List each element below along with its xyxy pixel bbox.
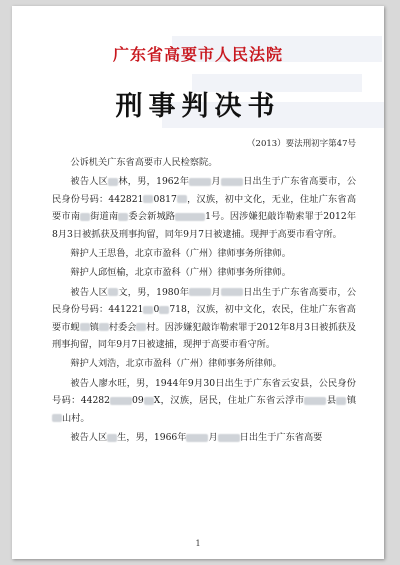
text-segment: 文，男，1980年 bbox=[118, 286, 190, 298]
text-segment: 委会新城路 bbox=[128, 211, 176, 223]
redaction-mark bbox=[159, 306, 169, 314]
text-segment: 县 bbox=[326, 395, 337, 407]
text-segment: 1号。因涉嫌犯敲诈勒索罪于2012年8月3日被抓获及刑事拘留，同年9月7日被逮捕。现押于高要市看守所。 bbox=[52, 211, 357, 240]
text-segment: 718，汉族，初中文化，农民，住址广东省高要市蚬 bbox=[52, 304, 356, 333]
document-type-title: 刑事判决书 bbox=[115, 91, 281, 122]
redaction-mark bbox=[186, 434, 208, 442]
text-segment: 村。因涉嫌犯敲诈勒索罪于2012年8月3日被抓获及刑事拘留，同年9月7日被逮捕，现押于高要市看守所。 bbox=[52, 321, 357, 351]
redaction-mark bbox=[221, 288, 243, 296]
redaction-mark bbox=[108, 178, 118, 186]
redaction-mark bbox=[144, 397, 154, 405]
text-segment: 月 bbox=[211, 176, 221, 188]
document-body bbox=[52, 154, 356, 447]
defender-3-line: 辩护人刘浩，北京市盈科（广州）律师事务所律师。 bbox=[70, 358, 282, 370]
redaction-mark bbox=[175, 213, 205, 221]
text-segment: 0 bbox=[153, 304, 160, 316]
defendant-3-paragraph bbox=[52, 375, 356, 427]
text-segment: 月 bbox=[211, 286, 221, 298]
text-segment: 街道南 bbox=[90, 211, 119, 223]
text-segment: 被告人区 bbox=[70, 432, 108, 444]
redaction-mark bbox=[118, 213, 128, 221]
redaction-mark bbox=[221, 178, 243, 186]
redaction-mark bbox=[110, 397, 132, 405]
defendant-1-paragraph bbox=[52, 173, 356, 243]
redaction-mark bbox=[143, 195, 153, 203]
redaction-mark bbox=[189, 178, 211, 186]
redaction-mark bbox=[189, 288, 211, 296]
redaction-mark bbox=[107, 434, 117, 442]
text-segment: X，汉族，居民，住址广东省云浮市 bbox=[153, 395, 305, 407]
defender-2-line: 辩护人邱恒榆，北京市盈科（广州）律师事务所律师。 bbox=[70, 267, 291, 279]
redaction-mark bbox=[99, 323, 109, 331]
defender-1-line: 辩护人王思鲁，北京市盈科（广州）律师事务所律师。 bbox=[70, 248, 291, 260]
redaction-mark bbox=[52, 414, 62, 422]
text-segment: 林，男，1962年 bbox=[118, 176, 190, 188]
redaction-mark bbox=[108, 288, 118, 296]
text-segment: 村委会 bbox=[108, 321, 137, 333]
page-number: 1 bbox=[195, 539, 201, 548]
text-segment: 镇 bbox=[89, 321, 99, 333]
redaction-mark bbox=[143, 306, 153, 314]
text-segment: 被告人区 bbox=[70, 176, 109, 188]
text-segment: 月 bbox=[208, 432, 218, 444]
text-segment: 山村。 bbox=[62, 412, 90, 424]
case-number: （2013）要法刑初字第47号 bbox=[247, 139, 356, 149]
defendant-4-paragraph bbox=[52, 429, 356, 446]
text-segment: 被告人廖水旺，男，1944年9月30日出生于广东省云安县，公民身份号码：44282 bbox=[52, 377, 356, 407]
text-segment: ，汉族，初中文化，无业，住址广东省高要市南 bbox=[52, 193, 357, 223]
redaction-mark bbox=[136, 323, 146, 331]
text-segment: 日出生于广东省高要市，公民身份号码：442821 bbox=[52, 176, 357, 205]
redaction-mark bbox=[304, 397, 326, 405]
court-name: 广东省高要市人民法院 bbox=[112, 45, 283, 64]
defendant-2-paragraph bbox=[52, 284, 356, 354]
text-segment: 0817 bbox=[153, 193, 177, 205]
document-page bbox=[12, 6, 384, 559]
redaction-mark bbox=[336, 397, 346, 405]
text-segment: 日出生于广东省高要 bbox=[239, 432, 323, 444]
text-segment: 09 bbox=[132, 395, 144, 407]
redaction-mark bbox=[218, 434, 240, 442]
redaction-mark bbox=[80, 323, 90, 331]
text-segment: 被告人区 bbox=[70, 286, 109, 298]
redaction-mark bbox=[80, 213, 90, 221]
prosecutor-line: 公诉机关广东省高要市人民检察院。 bbox=[70, 157, 218, 168]
text-segment: 镇 bbox=[346, 395, 357, 407]
text-segment: 日出生于广东省高要市，公民身份号码：441221 bbox=[52, 286, 357, 316]
redaction-mark bbox=[177, 195, 187, 203]
text-segment: 生，男，1966年 bbox=[117, 432, 187, 444]
